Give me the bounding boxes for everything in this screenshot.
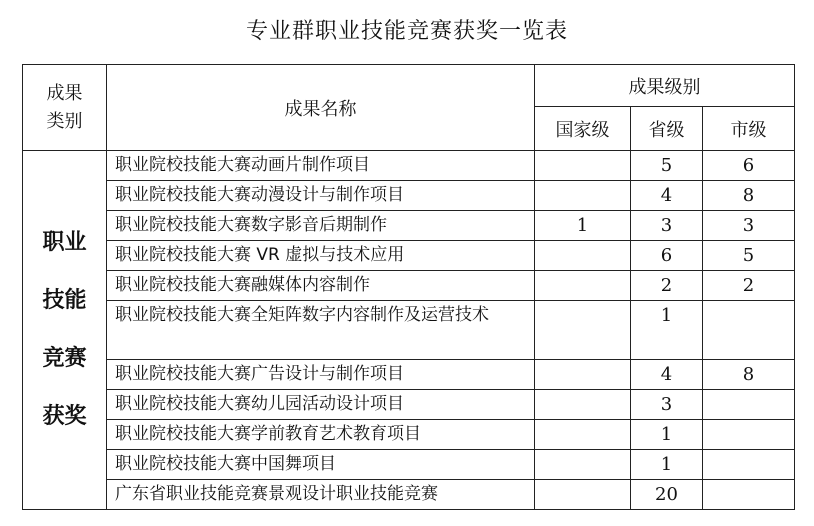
provincial-count-cell: 4 — [631, 360, 703, 390]
header-city: 市级 — [703, 107, 795, 151]
national-count-cell — [535, 301, 631, 360]
national-count-cell — [535, 271, 631, 301]
award-name-cell: 职业院校技能大赛 VR 虚拟与技术应用 — [107, 241, 535, 271]
page-title: 专业群职业技能竞赛获奖一览表 — [245, 19, 568, 44]
award-name-cell: 职业院校技能大赛广告设计与制作项目 — [107, 360, 535, 390]
national-count-cell — [535, 420, 631, 450]
national-count-cell — [535, 151, 631, 181]
category-cell: 职业 技能 竞赛 获奖 — [23, 151, 107, 510]
city-count-cell: 3 — [703, 211, 795, 241]
table-row — [23, 241, 795, 271]
city-count-cell: 8 — [703, 360, 795, 390]
table-row — [23, 301, 795, 360]
national-count-cell — [535, 181, 631, 211]
provincial-count-cell: 1 — [631, 301, 703, 360]
city-count-cell — [703, 390, 795, 420]
award-name-cell: 职业院校技能大赛数字影音后期制作 — [107, 211, 535, 241]
award-name-cell: 广东省职业技能竞赛景观设计职业技能竞赛 — [107, 480, 535, 510]
table-row — [23, 271, 795, 301]
provincial-count-cell: 5 — [631, 151, 703, 181]
city-count-cell: 8 — [703, 181, 795, 211]
award-name-cell: 职业院校技能大赛融媒体内容制作 — [107, 271, 535, 301]
award-name-cell: 职业院校技能大赛动漫设计与制作项目 — [107, 181, 535, 211]
provincial-count-cell: 3 — [631, 390, 703, 420]
national-count-cell — [535, 390, 631, 420]
awards-table — [22, 64, 795, 510]
award-name-cell: 职业院校技能大赛中国舞项目 — [107, 450, 535, 480]
city-count-cell — [703, 301, 795, 360]
city-count-cell: 6 — [703, 151, 795, 181]
table-row — [23, 390, 795, 420]
provincial-count-cell: 2 — [631, 271, 703, 301]
award-name-cell: 职业院校技能大赛幼儿园活动设计项目 — [107, 390, 535, 420]
table-row — [23, 420, 795, 450]
provincial-count-cell: 3 — [631, 211, 703, 241]
header-level: 成果级别 — [535, 65, 795, 107]
provincial-count-cell: 6 — [631, 241, 703, 271]
table-row — [23, 480, 795, 510]
city-count-cell — [703, 450, 795, 480]
header-national: 国家级 — [535, 107, 631, 151]
provincial-count-cell: 4 — [631, 181, 703, 211]
table-row — [23, 211, 795, 241]
award-name-cell: 职业院校技能大赛动画片制作项目 — [107, 151, 535, 181]
national-count-cell: 1 — [535, 211, 631, 241]
provincial-count-cell: 1 — [631, 420, 703, 450]
national-count-cell — [535, 360, 631, 390]
city-count-cell — [703, 420, 795, 450]
table-row — [23, 181, 795, 211]
city-count-cell: 5 — [703, 241, 795, 271]
header-name: 成果名称 — [107, 65, 535, 151]
national-count-cell — [535, 450, 631, 480]
national-count-cell — [535, 241, 631, 271]
provincial-count-cell: 1 — [631, 450, 703, 480]
provincial-count-cell: 20 — [631, 480, 703, 510]
award-name-cell: 职业院校技能大赛学前教育艺术教育项目 — [107, 420, 535, 450]
city-count-cell — [703, 480, 795, 510]
header-category: 成果 类别 — [23, 65, 107, 151]
national-count-cell — [535, 480, 631, 510]
header-provincial: 省级 — [631, 107, 703, 151]
award-name-cell: 职业院校技能大赛全矩阵数字内容制作及运营技术 — [107, 301, 535, 360]
table-row — [23, 360, 795, 390]
table-row — [23, 450, 795, 480]
table-row — [23, 151, 795, 181]
city-count-cell: 2 — [703, 271, 795, 301]
